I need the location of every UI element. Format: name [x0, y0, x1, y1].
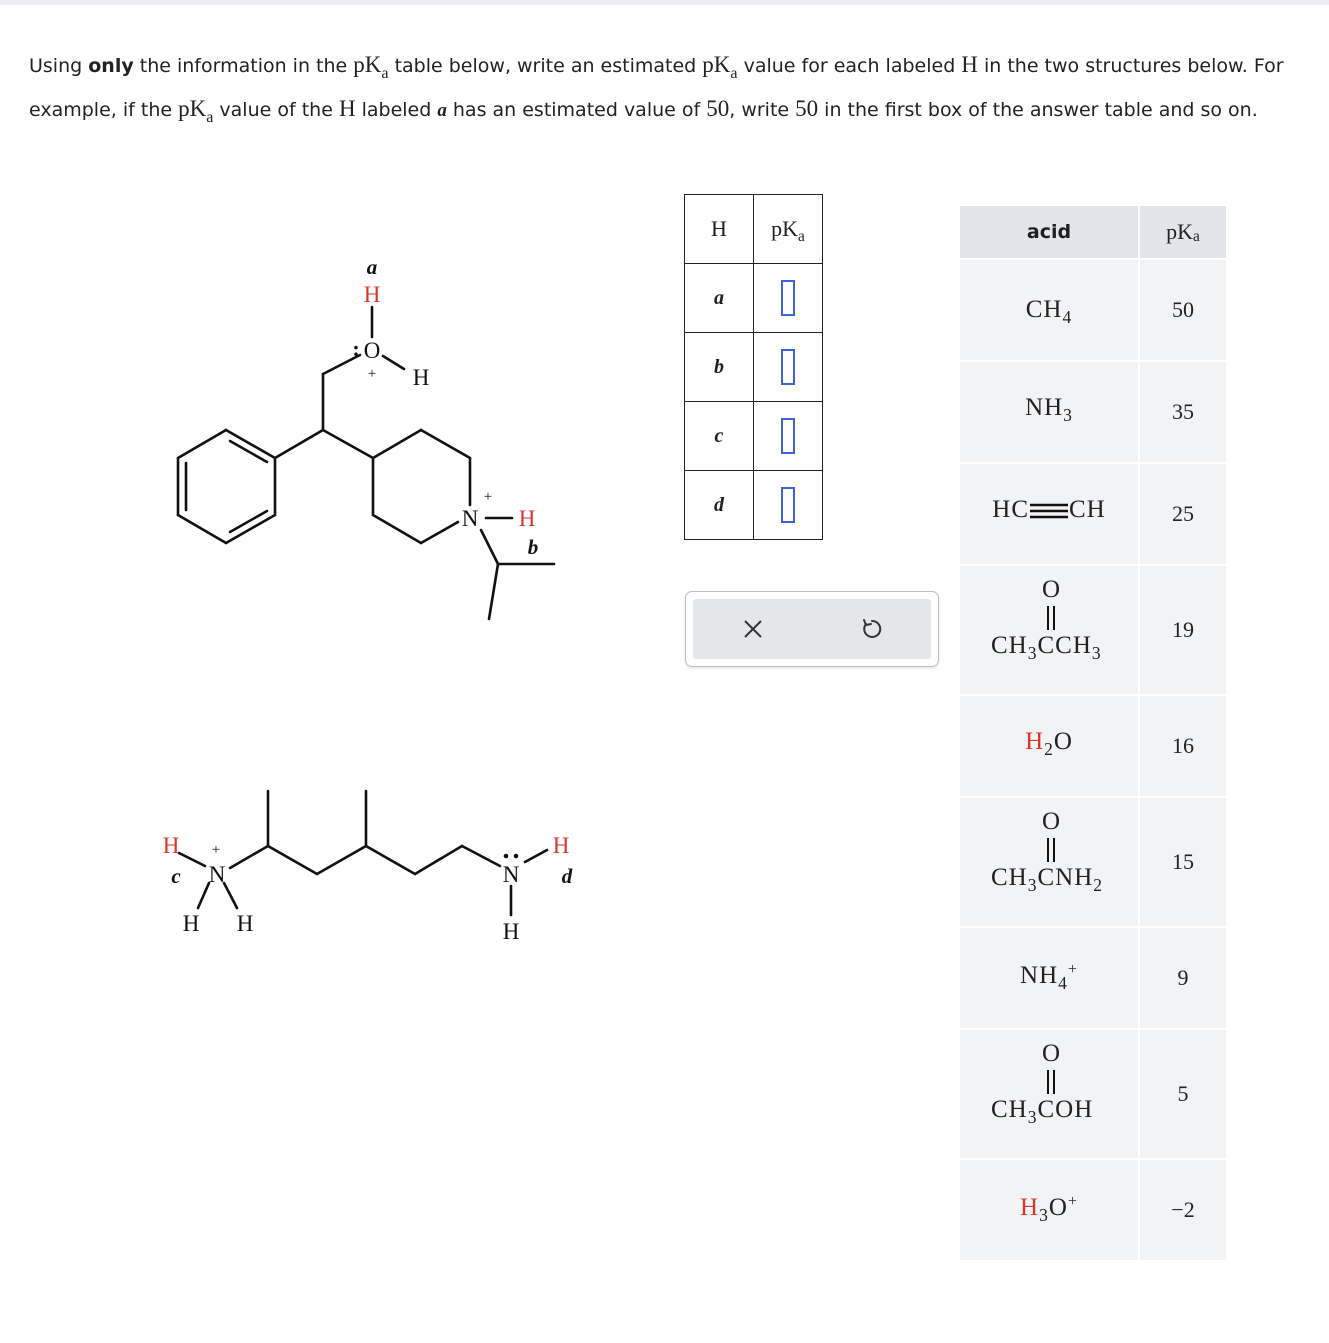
- pka-row-acetamide: [960, 798, 1226, 928]
- acid-water: $H_2O$: [960, 696, 1140, 796]
- atom-H-b: H: [518, 506, 536, 531]
- acid-methane: $CH_4$: [960, 260, 1140, 360]
- answer-col-pka: $pK_a$: [754, 195, 823, 264]
- acid-ammonium: $NH_4^+$: [960, 928, 1140, 1028]
- pka-row-acetic-acid: [960, 1030, 1226, 1160]
- answer-input-d[interactable]: [781, 487, 795, 523]
- label-a: a: [366, 255, 378, 279]
- answer-cell-d: [754, 471, 823, 540]
- charge-O: +: [367, 366, 377, 382]
- pka-value: 15: [1140, 798, 1226, 926]
- pka-value: 9: [1140, 928, 1226, 1028]
- pka-value: 35: [1140, 362, 1226, 462]
- answer-col-h: H: [685, 195, 754, 264]
- answer-label-c: c: [685, 402, 754, 471]
- pka-row-acetylene: [960, 464, 1226, 566]
- answer-row-b: [685, 333, 823, 402]
- pka-row-ammonium: [960, 928, 1226, 1030]
- pka-table-header: [960, 206, 1226, 260]
- answer-cell-a: [754, 264, 823, 333]
- acid-hydronium: $H_3O^+$: [960, 1160, 1140, 1260]
- undo-button[interactable]: [812, 599, 931, 659]
- pka-row-acetone: [960, 566, 1226, 696]
- pka-value: 16: [1140, 696, 1226, 796]
- answer-row-c: [685, 402, 823, 471]
- answer-label-a: a: [685, 264, 754, 333]
- double-bond: [1046, 606, 1056, 630]
- answer-row-a: [685, 264, 823, 333]
- pka-value: −2: [1140, 1160, 1226, 1260]
- pka-row-water: [960, 696, 1226, 798]
- atom-H-a: H: [363, 282, 381, 307]
- answer-cell-c: [754, 402, 823, 471]
- pka-value: 25: [1140, 464, 1226, 564]
- answer-label-d: d: [685, 471, 754, 540]
- answer-cell-b: [754, 333, 823, 402]
- label-d: d: [561, 864, 573, 888]
- pka-row-methane: [960, 260, 1226, 362]
- atom-N-amine: N: [208, 862, 226, 887]
- answer-input-c[interactable]: [781, 418, 795, 454]
- lone-pair-dot: [514, 854, 519, 859]
- atom-N-pip: N: [461, 506, 479, 531]
- answer-input-a[interactable]: [781, 280, 795, 316]
- pka-reference-table: [960, 206, 1226, 1262]
- pka-col-acid: acid: [960, 206, 1140, 258]
- acid-acetamide: O $CH_3CNH_2$: [960, 798, 1140, 926]
- atom-N-amide: N: [502, 862, 520, 887]
- question-prompt: Using only the information in the $pK_a$ table below, write an estimated $pK_a$ value for each labeled H in the two structures below. For example, if the $pK_a$ value of the H labeled a has an estimated value of 50, write 50 in the first box of the answer table and so on.: [29, 52, 1284, 126]
- atom-H-N: H: [502, 919, 520, 944]
- x-icon: [743, 619, 763, 639]
- label-b: b: [527, 535, 539, 559]
- answer-input-b[interactable]: [781, 349, 795, 385]
- double-bond: [1046, 1070, 1056, 1094]
- double-bond: [1046, 838, 1056, 862]
- triple-bond: [1029, 502, 1069, 520]
- clear-button[interactable]: [693, 599, 812, 659]
- answer-label-b: b: [685, 333, 754, 402]
- charge-N-amine: +: [211, 842, 221, 858]
- pka-col-pka: pK a: [1140, 206, 1226, 258]
- answer-row-d: [685, 471, 823, 540]
- atom-H-c: H: [162, 833, 180, 858]
- charge-N-pip: +: [483, 489, 493, 505]
- pka-value: 5: [1140, 1030, 1226, 1158]
- pka-value: 19: [1140, 566, 1226, 694]
- pka-row-ammonia: [960, 362, 1226, 464]
- acid-ammonia: $NH_3$: [960, 362, 1140, 462]
- atom-H-d: H: [552, 833, 570, 858]
- pka-value: 50: [1140, 260, 1226, 360]
- atom-H-amine-1: H: [182, 911, 200, 936]
- answer-table: [684, 194, 823, 540]
- atom-O: O: [363, 338, 381, 363]
- label-c: c: [171, 864, 181, 888]
- undo-icon: [861, 618, 883, 640]
- acid-acetone: O $CH_3CCH_3$: [960, 566, 1140, 694]
- answer-toolbar: [685, 591, 939, 667]
- acid-acetylene: HC CH: [960, 464, 1140, 564]
- lone-pair-O: :: [352, 336, 360, 361]
- atom-H-amine-2: H: [236, 911, 254, 936]
- answer-table-header: [685, 195, 823, 264]
- atom-H-O: H: [412, 365, 430, 390]
- acid-acetic-acid: O $CH_3COH$: [960, 1030, 1140, 1158]
- toolbar-inner: [693, 599, 931, 659]
- pka-row-hydronium: [960, 1160, 1226, 1262]
- lone-pair-dot: [504, 854, 509, 859]
